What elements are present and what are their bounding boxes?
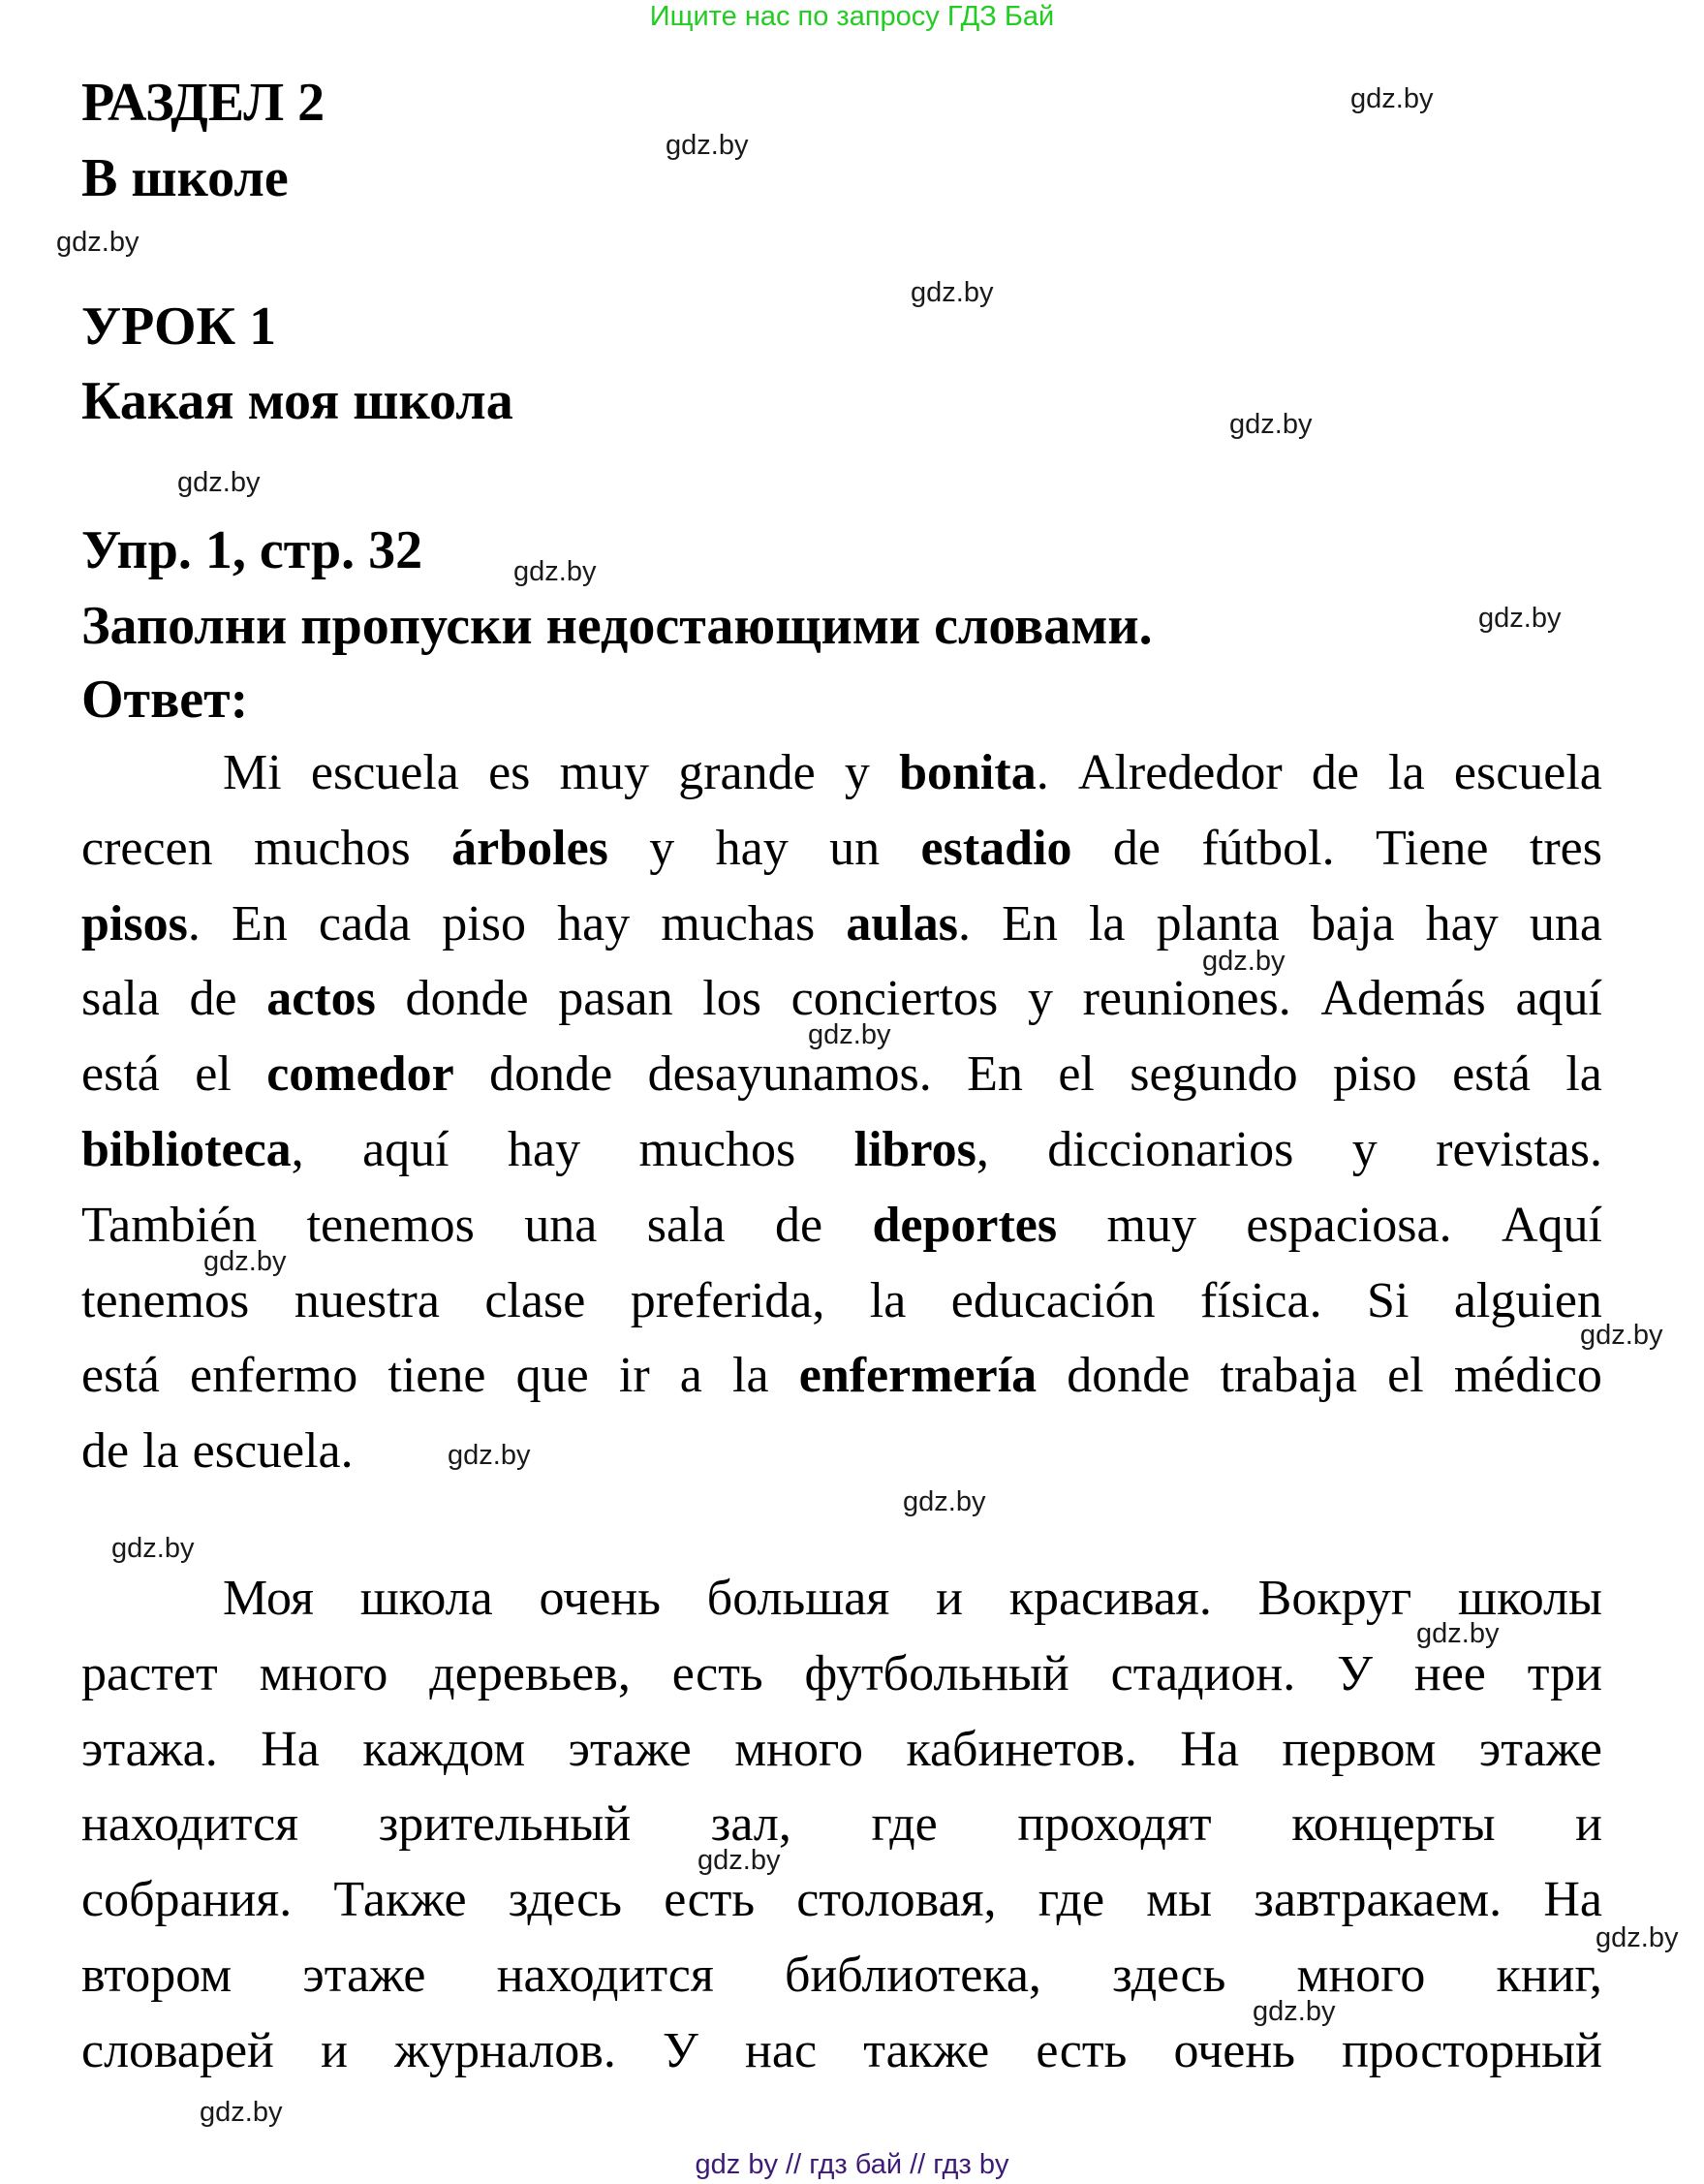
word: la (732, 1348, 769, 1404)
watermark-text: gdz.by (111, 1533, 195, 1564)
word: Además (1320, 971, 1486, 1027)
word: tres (1529, 820, 1602, 876)
word: donde (1067, 1348, 1191, 1404)
answer-word: estadio (920, 820, 1072, 876)
word: находится (496, 1948, 714, 2003)
word: этаже (1478, 1721, 1602, 1777)
word: hay (715, 820, 789, 876)
word: el (1387, 1348, 1424, 1404)
word: donde (405, 971, 529, 1027)
word: где (1038, 1872, 1105, 1928)
word: На (1543, 1872, 1602, 1928)
word: trabaja (1220, 1348, 1357, 1404)
word: есть (1036, 2022, 1128, 2078)
watermark-text: gdz.by (911, 277, 994, 308)
text-line (223, 1570, 1602, 1628)
watermark-text: gdz.by (56, 227, 139, 258)
word: концерты (1291, 1796, 1496, 1853)
word: красивая. (1008, 1571, 1212, 1626)
word: очень (539, 1571, 661, 1626)
word: школы (1458, 1571, 1602, 1626)
word: У (1337, 1645, 1373, 1701)
section-heading: РАЗДЕЛ 2 (81, 73, 325, 133)
word: está (81, 1046, 160, 1103)
answer-word: bonita. (899, 745, 1049, 800)
word: donde (489, 1046, 613, 1103)
word: aquí (1515, 971, 1602, 1027)
word: cada (318, 895, 412, 952)
word: Вокруг (1257, 1571, 1412, 1626)
watermark-text: gdz.by (448, 1440, 531, 1471)
word: Aquí (1501, 1197, 1602, 1253)
word: y (649, 820, 675, 876)
word: espaciosa. (1246, 1197, 1452, 1253)
word: escuela (310, 745, 459, 800)
word: física. (1199, 1272, 1322, 1328)
word: la (869, 1272, 907, 1328)
word: muchos (638, 1122, 796, 1177)
word: un (829, 820, 881, 876)
answer-word: libros, (853, 1122, 989, 1177)
word: зал, (710, 1796, 791, 1853)
word: завтракаем. (1254, 1872, 1503, 1928)
text-line (223, 744, 1602, 802)
word: de (1112, 820, 1161, 876)
section-title: В школе (81, 148, 289, 208)
word: нее (1413, 1645, 1486, 1701)
word: и (936, 1571, 963, 1626)
word: nuestra (294, 1272, 440, 1328)
word: втором (81, 1948, 232, 2003)
word: книг, (1496, 1948, 1602, 2003)
word: sala (646, 1197, 726, 1253)
word: y (844, 745, 870, 800)
word: En (967, 1046, 1023, 1103)
answer-word: aulas. (846, 895, 971, 952)
text-line (81, 1422, 1602, 1481)
word: piso (1333, 1046, 1417, 1103)
word: ir (618, 1348, 650, 1404)
watermark-text: gdz.by (666, 130, 749, 161)
text-line (81, 1947, 1602, 2005)
text-line (81, 1272, 1602, 1330)
word: También (81, 1197, 258, 1253)
word: Также (333, 1872, 467, 1928)
word: каждом (362, 1721, 526, 1777)
word: alguien (1453, 1272, 1602, 1328)
word: muchas (661, 895, 816, 952)
word: grande (678, 745, 816, 800)
word: просторный (1342, 2022, 1602, 2078)
text-line (81, 820, 1602, 878)
word: собрания. (81, 1872, 293, 1928)
word: На (1180, 1721, 1239, 1777)
word: и (1575, 1796, 1602, 1853)
word: muchos (254, 820, 411, 876)
word: la (142, 1423, 179, 1480)
word: стадион. (1110, 1645, 1296, 1701)
word: три (1527, 1645, 1602, 1701)
word: словарей (81, 2022, 274, 2078)
word: есть (671, 1645, 763, 1701)
task-instruction: Заполни пропуски недостающими словами. (81, 596, 1153, 656)
word: столовая, (796, 1872, 997, 1928)
word: этаже (302, 1948, 426, 2003)
word: una (524, 1197, 598, 1253)
text-line (81, 1045, 1602, 1104)
watermark-text: gdz.by (1202, 946, 1286, 977)
word: находится (81, 1796, 299, 1853)
word: la (1088, 895, 1126, 952)
word: muy (1106, 1197, 1196, 1253)
watermark-text: gdz.by (177, 467, 261, 498)
word: зрительный (378, 1796, 632, 1853)
word: está (1452, 1046, 1531, 1103)
watermark-text: gdz.by (1596, 1922, 1679, 1953)
word: los (702, 971, 761, 1027)
word: На (261, 1721, 320, 1777)
word: Mi (223, 745, 282, 800)
word: una (1529, 895, 1602, 952)
word: el (195, 1046, 232, 1103)
word: En (1002, 895, 1058, 952)
watermark-text: gdz.by (513, 556, 597, 587)
watermark-text: gdz.by (1416, 1618, 1500, 1649)
word: En (231, 895, 288, 952)
text-line (81, 1871, 1602, 1929)
word: de (189, 971, 237, 1027)
word: много (259, 1645, 388, 1701)
word: Tiene (1375, 820, 1489, 876)
word: деревьев, (429, 1645, 631, 1701)
word: этаже (568, 1721, 692, 1777)
word: проходят (1017, 1796, 1212, 1853)
watermark-text: gdz.by (808, 1019, 891, 1050)
word: tenemos (306, 1197, 475, 1253)
watermark-text: gdz.by (1229, 409, 1313, 440)
answer-word: deportes (872, 1197, 1058, 1253)
word: нас (745, 2022, 818, 2078)
word: здесь (1112, 1948, 1226, 2003)
word: tiene (387, 1348, 486, 1404)
word: reuniones. (1082, 971, 1291, 1027)
word: tenemos (81, 1272, 250, 1328)
word: hay (1425, 895, 1499, 952)
watermark-text: gdz.by (1350, 83, 1434, 114)
watermark-text: gdz.by (203, 1246, 287, 1277)
word: de (774, 1197, 823, 1253)
word: clase (484, 1272, 586, 1328)
word: y (1027, 971, 1053, 1027)
word: planta (1156, 895, 1280, 952)
word: la (1388, 745, 1425, 800)
word: мы (1146, 1872, 1213, 1928)
word: a (679, 1348, 702, 1404)
word: de (1311, 745, 1359, 800)
text-line (81, 1645, 1602, 1703)
word: fútbol. (1201, 820, 1335, 876)
word: muy (559, 745, 650, 800)
word: очень (1173, 2022, 1295, 2078)
word: Si (1367, 1272, 1410, 1328)
word: sala (81, 971, 160, 1027)
word: baja (1310, 895, 1395, 952)
word: футбольный (804, 1645, 1069, 1701)
word: первом (1282, 1721, 1437, 1777)
text-line (81, 1197, 1602, 1255)
text-line (81, 1347, 1602, 1405)
word: hay (507, 1122, 581, 1177)
text-line (81, 1721, 1602, 1779)
search-banner[interactable]: Ищите нас по запросу ГДЗ Бай (649, 1, 1055, 32)
word: enfermo (190, 1348, 358, 1404)
word: библиотека, (785, 1948, 1041, 2003)
word: médico (1453, 1348, 1602, 1404)
word: aquí (362, 1122, 449, 1177)
lesson-heading: УРОК 1 (81, 296, 277, 357)
word: desayunamos. (647, 1046, 932, 1103)
answer-word: árboles (451, 820, 608, 876)
word: segundo (1130, 1046, 1298, 1103)
watermark-text: gdz.by (1580, 1320, 1663, 1351)
word: que (515, 1348, 589, 1404)
answer-word: enfermería (798, 1348, 1038, 1404)
word: escuela. (192, 1423, 354, 1480)
word: la (1565, 1046, 1602, 1103)
word: pasan (558, 971, 673, 1027)
watermark-text: gdz.by (200, 2097, 283, 2128)
word: diccionarios (1047, 1122, 1294, 1177)
word: está (81, 1348, 160, 1404)
word: Alrededor (1077, 745, 1283, 800)
word: educación (950, 1272, 1156, 1328)
word: и (321, 2022, 348, 2078)
word: y (1351, 1122, 1378, 1177)
answer-label: Ответ: (81, 670, 249, 730)
answer-word: comedor (266, 1046, 454, 1103)
watermark-text: gdz.by (903, 1486, 986, 1517)
word: conciertos (790, 971, 999, 1027)
word: много (734, 1721, 864, 1777)
text-line (81, 1121, 1602, 1179)
text-line (81, 2022, 1602, 2080)
word: школа (359, 1571, 493, 1626)
word: hay (557, 895, 631, 952)
word: revistas. (1436, 1122, 1602, 1177)
word: es (488, 745, 531, 800)
text-line (81, 1795, 1602, 1854)
word: также (863, 2022, 990, 2078)
word: de (81, 1423, 130, 1480)
word: el (1058, 1046, 1095, 1103)
answer-word: actos (266, 971, 376, 1027)
footer-links[interactable]: gdz by // гдз бай // гдз by (695, 2149, 1009, 2180)
text-line (81, 895, 1602, 953)
word: большая (706, 1571, 890, 1626)
word: У (663, 2022, 698, 2078)
watermark-text: gdz.by (1253, 1996, 1336, 2027)
word: здесь (508, 1872, 622, 1928)
word: кабинетов. (906, 1721, 1137, 1777)
word: этажа. (81, 1721, 218, 1777)
exercise-heading: Упр. 1, стр. 32 (81, 520, 423, 580)
word: piso (442, 895, 526, 952)
word: много (1296, 1948, 1426, 2003)
word: журналов. (394, 2022, 616, 2078)
word: где (871, 1796, 938, 1853)
word: Моя (223, 1571, 314, 1626)
word: escuela (1453, 745, 1602, 800)
watermark-text: gdz.by (1478, 603, 1562, 634)
answer-word: biblioteca, (81, 1122, 304, 1177)
word: preferida, (630, 1272, 825, 1328)
word: есть (664, 1872, 756, 1928)
watermark-text: gdz.by (697, 1845, 781, 1876)
answer-word: pisos. (81, 895, 201, 952)
word: растет (81, 1645, 218, 1701)
word: crecen (81, 820, 213, 876)
lesson-title: Какая моя школа (81, 371, 513, 431)
